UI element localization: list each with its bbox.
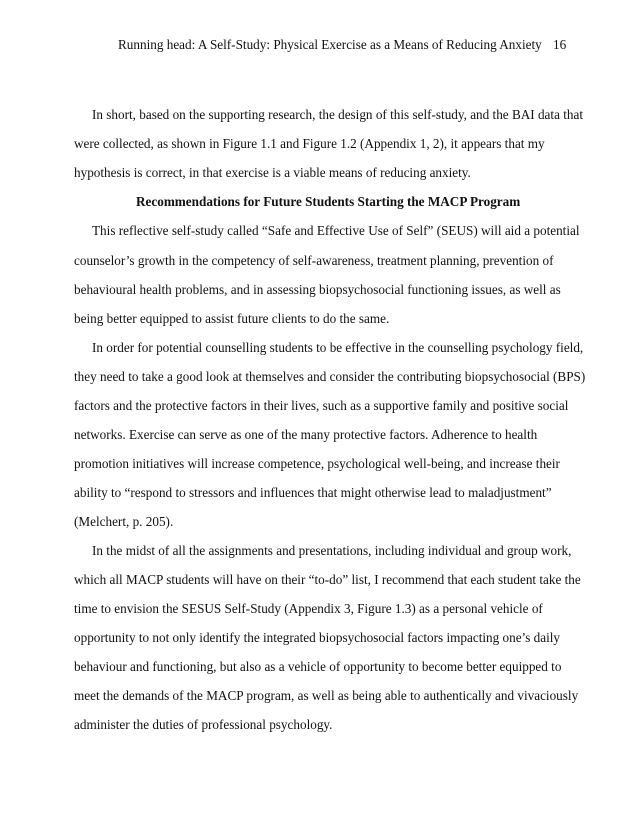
paragraph-3-line-6: ability to “respond to stressors and influences that might otherwise lead to maladjustment” [74, 485, 552, 500]
paragraph-3-line-1: In order for potential counselling students to be effective in the counselling psychology field, [92, 340, 584, 355]
paragraph-4-line-7: administer the duties of professional psychology. [74, 717, 333, 732]
paragraph-2-line-1: This reflective self-study called “Safe and Effective Use of Self” (SEUS) will aid a potential [92, 223, 580, 238]
paragraph-1-line-2: were collected, as shown in Figure 1.1 and Figure 1.2 (Appendix 1, 2), it appears that my [74, 136, 545, 151]
paragraph-2-line-2: counselor’s growth in the competency of self-awareness, treatment planning, prevention of [74, 253, 554, 268]
section-heading: Recommendations for Future Students Starting the MACP Program [136, 194, 521, 209]
page-number: 16 [553, 37, 567, 52]
paragraph-2-line-4: being better equipped to assist future clients to do the same. [74, 311, 390, 326]
paragraph-4-line-4: opportunity to not only identify the integrated biopsychosocial factors impacting one’s daily [74, 630, 561, 645]
paragraph-4-line-2: which all MACP students will have on their “to-do” list, I recommend that each student take the [74, 572, 581, 587]
paragraph-2-line-3: behavioural health problems, and in assessing biopsychosocial functioning issues, as well as [74, 282, 561, 297]
paragraph-1-line-1: In short, based on the supporting research, the design of this self-study, and the BAI data that [92, 107, 583, 122]
paragraph-4-line-3: time to envision the SESUS Self-Study (Appendix 3, Figure 1.3) as a personal vehicle of [74, 601, 543, 616]
paragraph-3-line-7: (Melchert, p. 205). [74, 514, 174, 529]
paragraph-4-line-5: behaviour and functioning, but also as a vehicle of opportunity to become better equipped to [74, 659, 562, 674]
paragraph-4-line-6: meet the demands of the MACP program, as well as being able to authentically and vivaciously [74, 688, 579, 703]
paragraph-3-line-5: promotion initiatives will increase competence, psychological well-being, and increase their [74, 456, 560, 471]
paragraph-1-line-3: hypothesis is correct, in that exercise is a viable means of reducing anxiety. [74, 165, 471, 180]
paragraph-3-line-2: they need to take a good look at themselves and consider the contributing biopsychosocial (BPS) [74, 369, 586, 384]
running-head: Running head: A Self-Study: Physical Exercise as a Means of Reducing Anxiety [118, 37, 542, 52]
paragraph-3-line-4: networks. Exercise can serve as one of the many protective factors. Adherence to health [74, 427, 538, 442]
paragraph-3-line-3: factors and the protective factors in their lives, such as a supportive family and positive social [74, 398, 569, 413]
paragraph-4-line-1: In the midst of all the assignments and presentations, including individual and group work, [92, 543, 572, 558]
